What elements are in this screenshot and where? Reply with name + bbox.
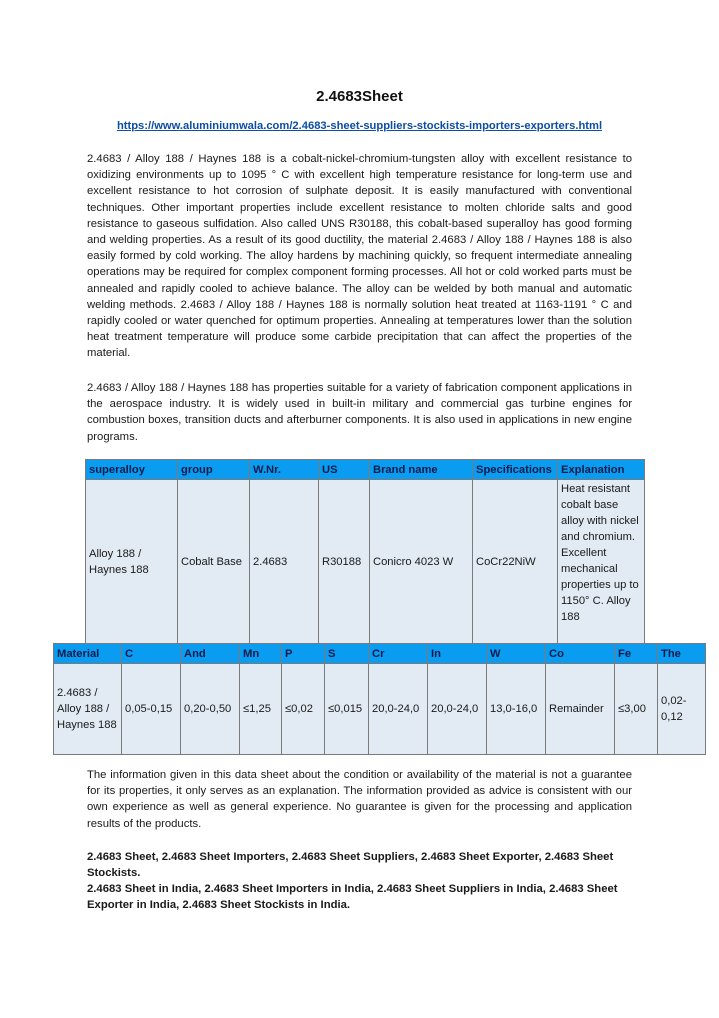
header-c: C	[122, 644, 181, 664]
table-header-row	[86, 460, 645, 480]
cell-and: 0,20-0,50	[181, 664, 240, 755]
disclaimer-paragraph: The information given in this data sheet about the condition or availability of the material is not a guarantee for its properties, it only serves as an explanation. The information provided as advice is consistent with our own experience as well as general experience. No guarantee is given for the processing and application results of the products.	[87, 769, 632, 830]
header-s: S	[325, 644, 369, 664]
cell-superalloy: Alloy 188 / Haynes 188	[86, 480, 178, 645]
header-mn: Mn	[240, 644, 282, 664]
header-us: US	[319, 460, 370, 480]
cell-p: ≤0,02	[282, 664, 325, 755]
cell-explanation: Heat resistant cobalt base alloy with nickel and chromium. Excellent mechanical properties up to 1150° C. Alloy 188	[558, 480, 645, 645]
header-fe: Fe	[615, 644, 658, 664]
cell-group: Cobalt Base	[178, 480, 250, 645]
cell-cr: 20,0-24,0	[369, 664, 428, 755]
cell-fe: ≤3,00	[615, 664, 658, 755]
cell-wnr: 2.4683	[250, 480, 319, 645]
keywords-india-line: 2.4683 Sheet in India, 2.4683 Sheet Importers in India, 2.4683 Sheet Suppliers in India, 2.4683 Sheet Exporter in India, 2.4683 Sheet Stockists in India.	[87, 883, 618, 912]
cell-w: 13,0-16,0	[487, 664, 546, 755]
header-material: Material	[54, 644, 122, 664]
cell-us: R30188	[319, 480, 370, 645]
table-header-row	[54, 644, 706, 664]
cell-mn: ≤1,25	[240, 664, 282, 755]
header-superalloy: superalloy	[86, 460, 178, 480]
cell-in: 20,0-24,0	[428, 664, 487, 755]
cell-c: 0,05-0,15	[122, 664, 181, 755]
cell-co: Remainder	[546, 664, 615, 755]
table-row	[54, 664, 706, 755]
source-url-link[interactable]: https://www.aluminiumwala.com/2.4683-sheet-suppliers-stockists-importers-exporters.html	[116, 120, 603, 132]
cell-material: 2.4683 / Alloy 188 / Haynes 188	[54, 664, 122, 755]
chemical-composition-table	[53, 643, 706, 755]
header-p: P	[282, 644, 325, 664]
header-co: Co	[546, 644, 615, 664]
cell-s: ≤0,015	[325, 664, 369, 755]
keywords-line: 2.4683 Sheet, 2.4683 Sheet Importers, 2.4683 Sheet Suppliers, 2.4683 Sheet Exporter, 2.4683 Sheet Stockists.	[87, 851, 614, 880]
header-w: W	[487, 644, 546, 664]
header-brand-name: Brand name	[370, 460, 473, 480]
table-row	[86, 480, 645, 645]
cell-specifications: CoCr22NiW	[473, 480, 558, 645]
header-in: In	[428, 644, 487, 664]
header-cr: Cr	[369, 644, 428, 664]
applications-paragraph: 2.4683 / Alloy 188 / Haynes 188 has properties suitable for a variety of fabrication component applications in the aerospace industry. It is widely used in built-in military and commercial gas turbine engines for combustion boxes, transition ducts and afterburner components. It is also used in applications in new engine programs.	[87, 382, 632, 443]
alloy-designation-table	[85, 459, 645, 645]
cell-the: 0,02-0,12	[658, 664, 706, 755]
header-wnr: W.Nr.	[250, 460, 319, 480]
header-the: The	[658, 644, 706, 664]
header-explanation: Explanation	[558, 460, 645, 480]
intro-paragraph: 2.4683 / Alloy 188 / Haynes 188 is a cobalt-nickel-chromium-tungsten alloy with excellent resistance to oxidizing environments up to 1095 ° C with excellent high temperature resistance for long-term use and excellent resistance to hot corrosion of sulphate deposit. It is easily manufactured with conventional techniques. Other important properties include excellent resistance to molten chloride salts and good resistance to gaseous sulfidation. Also called UNS R30188, this cobalt-based superalloy has good forming and welding properties. As a result of its good ductility, the material 2.4683 / Alloy 188 / Haynes 188 is also easily formed by cold working. The alloy hardens by machining quickly, so frequent intermediate annealing operations may be required for complex component forming processes. All hot or cold worked parts must be annealed and rapidly cooled to achieve balance. The alloy can be welded by both manual and automatic welding methods. 2.4683 / Alloy 188 / Haynes 188 is normally solution heat treated at 1163-1191 ° C and rapidly cooled or water quenched for optimum properties. Annealing at temperatures lower than the solution heat treatment temperature will produce some carbide precipitation that can affect the properties of the material.	[87, 153, 632, 360]
header-group: group	[178, 460, 250, 480]
page-title: 2.4683Sheet	[316, 88, 403, 105]
header-and: And	[181, 644, 240, 664]
header-specifications: Specifications	[473, 460, 558, 480]
cell-brand-name: Conicro 4023 W	[370, 480, 473, 645]
